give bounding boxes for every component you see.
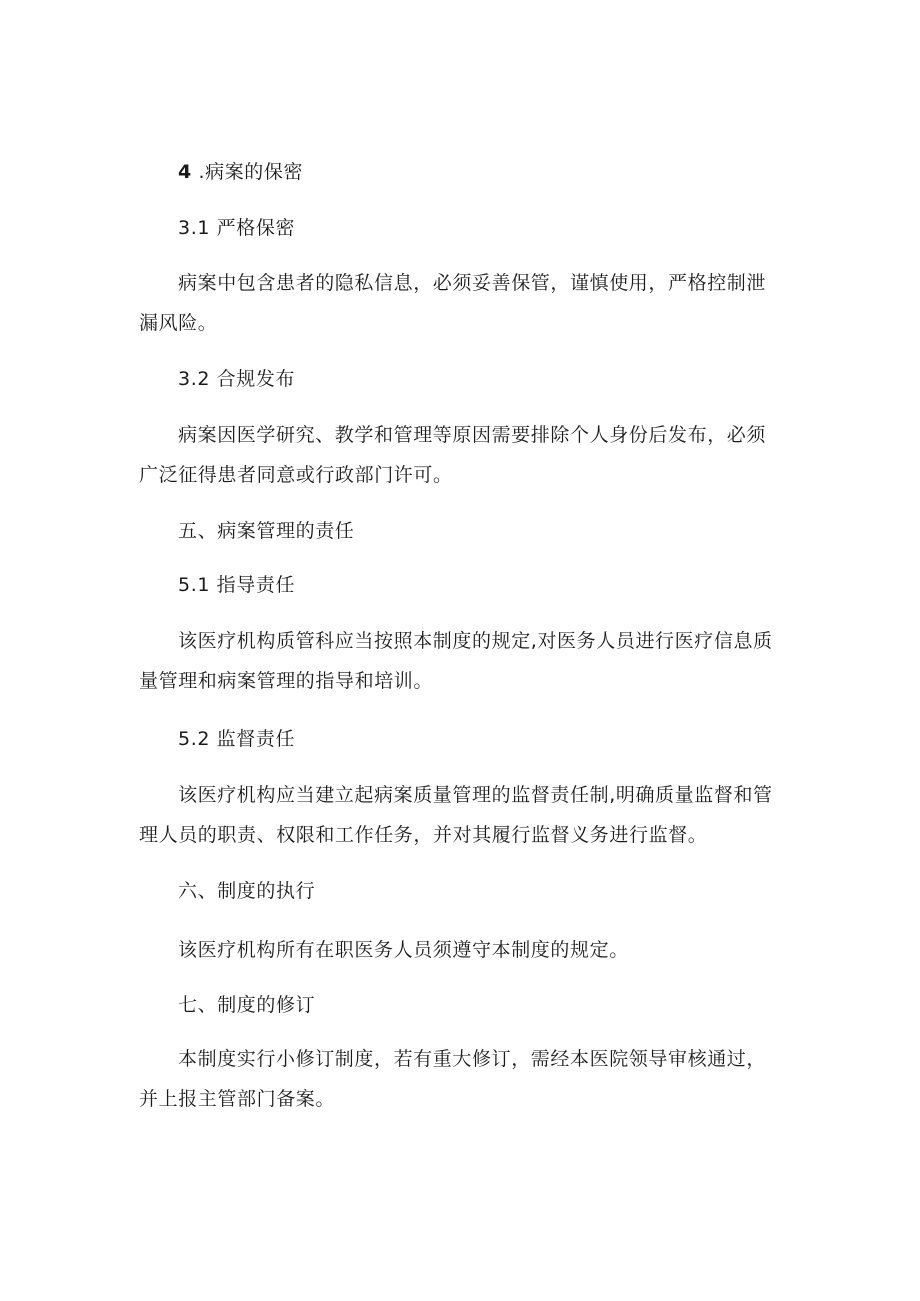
- section-4-number: 4: [178, 161, 192, 183]
- subsection-3-1-title: 3.1 严格保密: [178, 217, 296, 239]
- section-6-title: 六、制度的执行: [178, 880, 316, 902]
- subsection-3-2-title: 3.2 合规发布: [178, 368, 296, 390]
- section-4-heading: [178, 160, 818, 184]
- paragraph-5-1: 该医疗机构质管科应当按照本制度的规定,对医务人员进行医疗信息质量管理和病案管理的指导和培训。: [139, 630, 773, 692]
- paragraph-3-1: 病案中包含患者的隐私信息，必须妥善保管，谨慎使用，严格控制泄漏风险。: [139, 272, 767, 334]
- paragraph-7: 本制度实行小修订制度，若有重大修订，需经本医院领导审核通过，并上报主管部门备案。: [139, 1048, 767, 1110]
- section-4-title: .病案的保密: [191, 161, 304, 183]
- section-7-title: 七、制度的修订: [178, 994, 316, 1016]
- paragraph-3-2: 病案因医学研究、教学和管理等原因需要排除个人身份后发布，必须广泛征得患者同意或行政部门许可。: [139, 424, 767, 486]
- section-5-title: 五、病案管理的责任: [178, 520, 355, 542]
- paragraph-5-2: 该医疗机构应当建立起病案质量管理的监督责任制,明确质量监督和管理人员的职责、权限和工作任务，并对其履行监督义务进行监督。: [139, 784, 773, 846]
- paragraph-6: 该医疗机构所有在职医务人员须遵守本制度的规定。: [178, 939, 629, 961]
- subsection-5-1-title: 5.1 指导责任: [178, 574, 296, 596]
- subsection-5-2-title: 5.2 监督责任: [178, 728, 296, 750]
